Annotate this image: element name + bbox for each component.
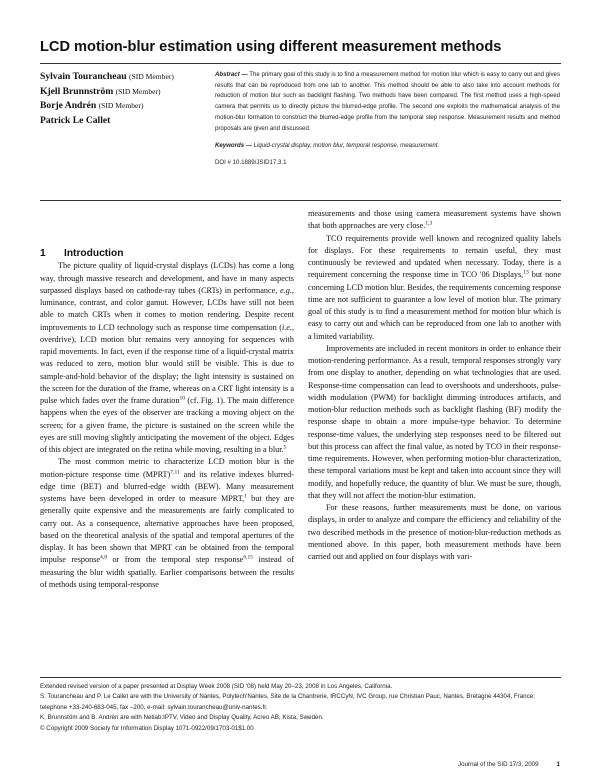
left-column xyxy=(40,248,294,591)
paper-title: LCD motion-blur estimation using different measurement methods xyxy=(40,39,502,55)
abstract-label: Abstract — xyxy=(215,71,248,78)
citation: 10 xyxy=(179,395,186,402)
keywords xyxy=(215,141,560,152)
paragraph: The most common metric to characterize LCD motion blur is the motion-picture response time (MPRT)$^{7,11}$ and its relative indexes blurred-edge time (BET) and blurred-edge width (BEW). Many measurement systems have been developed in order to measure MPRT,$^1$ but they are generally quite expensive and the measurements are fairly complicated to carry out. As a consequence, alternative approaches have been proposed, based on the theoretical analysis of the spatial and temporal apertures of the display. It has been shown that MPRT can be obtained from the temporal impulse response$^{4,8}$ or from the temporal step response$^{6,15}$ instead of measuring the blur width spatially. Earlier comparisons between the results of methods using temporal-response xyxy=(40,457,294,589)
citation: 1,3 xyxy=(425,220,433,227)
section-title: Introduction xyxy=(64,248,124,259)
author xyxy=(40,85,210,100)
page-footer xyxy=(400,761,560,768)
paragraph: Improvements are included in recent monitors in order to enhance their motion-rendering performance. As a result, temporal responses strongly vary from one display to another, depending on what technologies that are used. Response-time compensation can lead to overshoots and undershoots, pulse-width modulation (PWM) for backlight dimming introduces artifacts, and motion-blur reduction methods such as backlight flashing (BF) modify the response shape to obtain a more impulse-type behavior. To determine response-time values, the underlying step responses need to be filtered out but this process can affect the final value, as noted by TCO in their response-time requirements. However, when performing motion-blur characterization, these temporal variations must be kept and taken into account since they will modify, and hopefully reduce, the quantity of blur. We must be sure, though, that they will not affect the motion-blur estimation. xyxy=(308,343,561,500)
author xyxy=(40,99,210,114)
footnote: Extended revised version of a paper presented at Display Week 2008 (SID '08) held May 20–23, 2008 in Los Angeles, California. xyxy=(40,683,393,690)
citation: 4,8 xyxy=(100,554,108,561)
author-name: Sylvain Tourancheau xyxy=(40,71,127,82)
title-rule xyxy=(40,63,561,64)
paragraph: The picture quality of liquid-crystal displays (LCDs) has come a long way, through massive research and development, and have in many aspects surpassed displays based on cathode-ray tubes (CRTs) in performance, e.g., luminance, contrast, and color gamut. However, LCDs have still not been able to match CRTs when it comes to motion rendering. Despite recent improvements to LCD technology such as response time compensation (i.e., overdrive), LCD motion blur remains very annoying for sequences with rapid movements. In fact, even if the response time of a liquid-crystal matrix was reduced to zero, motion blur would still be visible. This is due to sample-and-hold behavior of the display; the light intensity is sustained on the screen for the duration of the frame, whereas on a CRT light intensity is a pulse which fades over the frame duration$^{10}$ (cf. Fig. 1). The main difference happens when the eyes of the observer are tracking a moving object on the screen; for a given frame, the picture is sustained on the screen while the eyes are still moving slightly anticipating the movement of the object. Edges of this object are integrated on the retina while moving, resulting in a blur.$^5$ xyxy=(40,261,294,454)
section-heading xyxy=(40,248,294,260)
footnote: © Copyright 2009 Society for Information Display 1071-0922/09/1703-01$1.00 xyxy=(40,724,254,732)
footnote-rule xyxy=(40,677,561,678)
paragraph: For these reasons, further measurements must be done, on various displays, in order to analyze and compare the efficiency and reliability of the two described methods in the presence of motion-blur-reduction methods as mentioned above. In this paper, both measurement methods have been carried out and applied on four displays with vari- xyxy=(308,503,561,561)
author-affiliation: (SID Member) xyxy=(115,86,161,96)
author xyxy=(40,114,210,129)
citation: 7,11 xyxy=(170,468,180,475)
abstract-text: The primary goal of this study is to find a measurement method for motion blur which is easy to carry out and gives results that can be reproduced from one lab to another. This method should be able to also take into account methods for reduction of motion blur such as backlight flashing. Two methods have been compared. The first method uses a high-speed camera that permits us to directly picture the blurred-edge profile. The second one exploits the mathematical analysis of the motion-blur formation to construct the blurred-edge profile from the temporal step response. Measurement results and method proposals are given and discussed. xyxy=(215,71,560,132)
journal-reference: Journal of the SID 17/3, 2009 xyxy=(458,761,539,768)
author-affiliation: (SID Member) xyxy=(128,72,174,81)
abstract-rule xyxy=(40,200,561,201)
section-number: 1 xyxy=(40,248,46,259)
doi: DOI # 10.1889/JSID17.3.1 xyxy=(215,158,287,166)
author-name: Borje Andrén xyxy=(40,100,97,112)
right-column xyxy=(308,208,561,563)
footnote: K. Brunnstöm and B. Andrén are with Netlab:IPTV, Video and Display Quality, Acreo AB, Kista, Sweden. xyxy=(40,714,324,722)
footnote: S. Tourancheau and P. Le Callet are with the University of Nantes, Polytech'Nantes, Site de la Chantrerie, IRCCyN, IVC Group, rue Christian Pauc, Nantes, Bretagne 44304, France; telephone +33-240-683-045, fax –200, e-mail: sylvain.tourancheau@univ-nantes.fr. xyxy=(40,693,535,711)
author xyxy=(40,70,210,85)
page-number: 1 xyxy=(556,761,560,768)
keywords-label: Keywords — xyxy=(215,142,252,150)
keywords-text: Liquid-crystal display, motion blur, temporal response, measurement. xyxy=(251,142,440,150)
paragraph-continuation: measurements and those using camera measurement systems have shown that both approaches are very close.$^{1,3}$ xyxy=(308,209,561,231)
author-name: Patrick Le Callet xyxy=(40,114,111,126)
abstract-block xyxy=(215,70,560,169)
paragraph: TCO requirements provide well known and recognized quality labels for displays. For these requirements to remain useful, they must continuously be reviewed and updated when necessary. Today, there is a requirement concerning the response time in TCO '06 Displays,$^{13}$ but none concerning LCD motion blur. Besides, the requirements concerning response time are not sufficient to guarantee a low level of motion blur. The primary goal of this study is to find a measurement method for motion blur which is easy to carry out and which can be reproduced from one lab to another with a limited variability. xyxy=(308,233,561,341)
citation: 6,15 xyxy=(243,554,254,561)
citation: 5 xyxy=(283,444,287,451)
footnotes xyxy=(40,682,561,734)
author-list xyxy=(40,70,210,128)
author-name: Kjell Brunnström xyxy=(40,85,114,97)
abstract xyxy=(215,70,560,134)
citation: 1 xyxy=(244,493,247,500)
author-affiliation: (SID Member) xyxy=(98,101,144,111)
citation: 13 xyxy=(523,269,529,276)
